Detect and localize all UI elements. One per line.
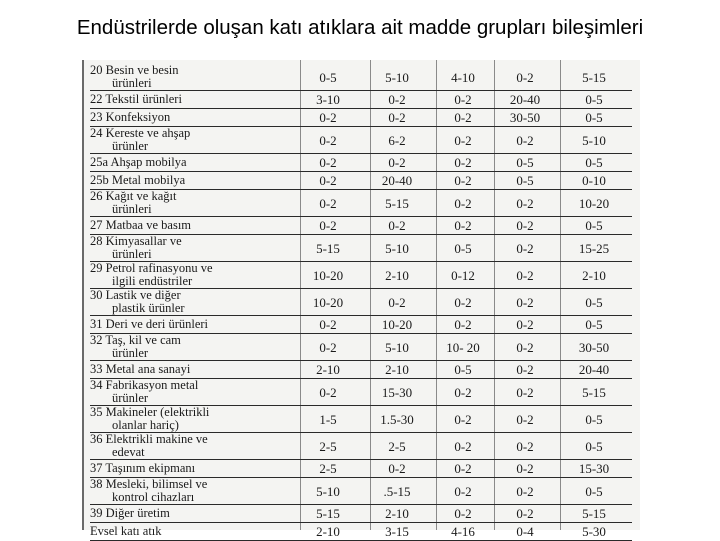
value-cell: 0-5 — [556, 433, 632, 460]
industry-name-cell — [90, 334, 294, 361]
industry-name-cell — [90, 127, 294, 154]
industry-name-continued: ürünleri — [112, 247, 152, 261]
value-cell: 0-2 — [494, 334, 556, 361]
industry-name-continued: ürünler — [112, 346, 149, 360]
value-cell: 5-10 — [362, 235, 432, 262]
value-cell: 0-5 — [556, 478, 632, 505]
value-cell: 0-2 — [432, 316, 494, 334]
table-row — [90, 379, 632, 406]
value-cell: 0-2 — [432, 433, 494, 460]
table-row — [90, 334, 632, 361]
industry-name-continued: ürünleri — [112, 76, 152, 90]
value-cell: 2-10 — [556, 262, 632, 289]
industry-name-continued: edevat — [112, 445, 145, 459]
value-cell: 0-2 — [494, 127, 556, 154]
value-cell: 2-5 — [294, 460, 362, 478]
table-row — [90, 262, 632, 289]
industry-name-cell — [90, 289, 294, 316]
value-cell: 15-30 — [362, 379, 432, 406]
industry-name: 33 Metal ana sanayi — [90, 362, 191, 376]
value-cell: 20-40 — [494, 91, 556, 109]
value-cell: 0-2 — [494, 316, 556, 334]
value-cell: 0-2 — [294, 190, 362, 217]
industry-name: 23 Konfeksiyon — [90, 110, 171, 124]
table-row — [90, 316, 632, 334]
industry-name: 20 Besin ve besin — [90, 63, 179, 77]
value-cell: 15-25 — [556, 235, 632, 262]
value-cell: 0-2 — [494, 289, 556, 316]
value-cell: 0-5 — [294, 64, 362, 91]
industry-name-cell — [90, 91, 294, 109]
value-cell: 2-5 — [294, 433, 362, 460]
industry-name-cell — [90, 172, 294, 190]
industry-name-cell — [90, 379, 294, 406]
value-cell: 0-2 — [362, 91, 432, 109]
value-cell: 3-15 — [362, 523, 432, 541]
value-cell: 0-5 — [494, 154, 556, 172]
value-cell: 2-10 — [362, 361, 432, 379]
value-cell: 5-30 — [556, 523, 632, 541]
industry-name: Evsel katı atık — [90, 524, 162, 538]
value-cell: 0-2 — [362, 460, 432, 478]
value-cell: 10- 20 — [432, 334, 494, 361]
value-cell: 0-2 — [494, 406, 556, 433]
value-cell: 0-5 — [556, 91, 632, 109]
value-cell: 0-12 — [432, 262, 494, 289]
industry-name-cell — [90, 154, 294, 172]
value-cell: 0-2 — [362, 154, 432, 172]
industry-name: 34 Fabrikasyon metal — [90, 378, 199, 392]
value-cell: 2-10 — [362, 262, 432, 289]
table-row — [90, 91, 632, 109]
table-row — [90, 523, 632, 541]
value-cell: 10-20 — [294, 289, 362, 316]
value-cell: 0-5 — [432, 361, 494, 379]
value-cell: 2-10 — [362, 505, 432, 523]
industry-name-continued: ürünleri — [112, 202, 152, 216]
industry-name-cell — [90, 316, 294, 334]
value-cell: 0-2 — [294, 127, 362, 154]
value-cell: 0-2 — [432, 217, 494, 235]
value-cell: 5-15 — [294, 235, 362, 262]
table-row — [90, 505, 632, 523]
value-cell: 0-5 — [556, 406, 632, 433]
value-cell: 0-2 — [294, 154, 362, 172]
industry-name: 30 Lastik ve diğer — [90, 288, 181, 302]
value-cell: 5-10 — [362, 64, 432, 91]
industry-name-continued: kontrol cihazları — [112, 490, 195, 504]
value-cell: 30-50 — [556, 334, 632, 361]
scanned-table-image — [82, 60, 640, 539]
value-cell: 0-4 — [494, 523, 556, 541]
industry-name: 26 Kağıt ve kağıt — [90, 189, 177, 203]
value-cell: 5-10 — [294, 478, 362, 505]
table-row — [90, 406, 632, 433]
value-cell: 0-2 — [494, 262, 556, 289]
industry-name-cell — [90, 460, 294, 478]
table-row — [90, 172, 632, 190]
industry-name: 27 Matbaa ve basım — [90, 218, 192, 232]
value-cell: 5-15 — [362, 190, 432, 217]
value-cell: 0-2 — [294, 316, 362, 334]
value-cell: 0-2 — [362, 217, 432, 235]
industry-name-continued: ürünler — [112, 139, 149, 153]
industry-name: 29 Petrol rafinasyonu ve — [90, 261, 213, 275]
value-cell: 0-2 — [494, 460, 556, 478]
value-cell: 0-2 — [362, 289, 432, 316]
industry-name-continued: plastik ürünler — [112, 301, 185, 315]
value-cell: 0-2 — [432, 109, 494, 127]
value-cell: 0-2 — [294, 172, 362, 190]
value-cell: 2-10 — [294, 523, 362, 541]
value-cell: 5-15 — [556, 505, 632, 523]
industry-name: 37 Taşınım ekipmanı — [90, 461, 196, 475]
industry-name-cell — [90, 433, 294, 460]
value-cell: 5-15 — [294, 505, 362, 523]
value-cell: 10-20 — [362, 316, 432, 334]
value-cell: 0-2 — [432, 127, 494, 154]
value-cell: 0-2 — [494, 190, 556, 217]
table-row — [90, 190, 632, 217]
industry-name: 38 Mesleki, bilimsel ve — [90, 477, 208, 491]
value-cell: 1-5 — [294, 406, 362, 433]
industry-name-cell — [90, 523, 294, 541]
industry-name: 31 Deri ve deri ürünleri — [90, 317, 209, 331]
value-cell: 0-2 — [494, 235, 556, 262]
value-cell: 0-2 — [494, 478, 556, 505]
table-row — [90, 361, 632, 379]
industry-name-cell — [90, 262, 294, 289]
value-cell: 0-5 — [556, 217, 632, 235]
value-cell: 0-2 — [432, 478, 494, 505]
table-row — [90, 478, 632, 505]
value-cell: 5-10 — [362, 334, 432, 361]
value-cell: 0-2 — [494, 217, 556, 235]
value-cell: 3-10 — [294, 91, 362, 109]
table-row — [90, 235, 632, 262]
value-cell: 0-2 — [294, 334, 362, 361]
value-cell: 4-16 — [432, 523, 494, 541]
value-cell: 0-5 — [556, 289, 632, 316]
industry-name: 24 Kereste ve ahşap — [90, 126, 191, 140]
value-cell: 0-2 — [494, 64, 556, 91]
value-cell: 15-30 — [556, 460, 632, 478]
value-cell: 0-5 — [494, 172, 556, 190]
value-cell: 0-2 — [432, 289, 494, 316]
industry-name: 36 Elektrikli makine ve — [90, 432, 208, 446]
value-cell: 0-2 — [294, 109, 362, 127]
value-cell: 0-2 — [294, 379, 362, 406]
value-cell: 5-10 — [556, 127, 632, 154]
value-cell: 6-2 — [362, 127, 432, 154]
industry-name-cell — [90, 109, 294, 127]
value-cell: 5-15 — [556, 64, 632, 91]
industry-name-cell — [90, 64, 294, 91]
value-cell: 0-2 — [432, 505, 494, 523]
value-cell: 0-2 — [494, 433, 556, 460]
page-title: Endüstrilerde oluşan katı atıklara ait madde grupları bileşimleri — [76, 16, 644, 39]
table-row — [90, 460, 632, 478]
value-cell: 0-5 — [556, 154, 632, 172]
value-cell: 0-2 — [494, 505, 556, 523]
table-row — [90, 127, 632, 154]
value-cell: 0-2 — [432, 190, 494, 217]
value-cell: 10-20 — [556, 190, 632, 217]
industry-name-continued: olanlar hariç) — [112, 418, 179, 432]
value-cell: 2-5 — [362, 433, 432, 460]
value-cell: 0-2 — [494, 361, 556, 379]
industry-name-cell — [90, 478, 294, 505]
value-cell: 0-2 — [362, 109, 432, 127]
table-row — [90, 109, 632, 127]
value-cell: 0-2 — [432, 406, 494, 433]
value-cell: 5-15 — [556, 379, 632, 406]
industry-name: 25a Ahşap mobilya — [90, 155, 187, 169]
value-cell: 20-40 — [362, 172, 432, 190]
value-cell: 0-2 — [432, 460, 494, 478]
industry-name: 35 Makineler (elektrikli — [90, 405, 210, 419]
industry-name: 25b Metal mobilya — [90, 173, 186, 187]
table-row — [90, 154, 632, 172]
table-row — [90, 289, 632, 316]
industry-name-cell — [90, 190, 294, 217]
industry-name-cell — [90, 406, 294, 433]
value-cell: 0-2 — [432, 379, 494, 406]
industry-name-continued: ilgili endüstriler — [112, 274, 193, 288]
value-cell: 0-5 — [432, 235, 494, 262]
value-cell: .5-15 — [362, 478, 432, 505]
value-cell: 0-2 — [294, 217, 362, 235]
value-cell: 0-5 — [556, 109, 632, 127]
value-cell: 0-2 — [432, 91, 494, 109]
value-cell: 0-2 — [432, 154, 494, 172]
value-cell: 0-2 — [494, 379, 556, 406]
industry-name-cell — [90, 235, 294, 262]
value-cell: 30-50 — [494, 109, 556, 127]
value-cell: 20-40 — [556, 361, 632, 379]
table-row — [90, 64, 632, 91]
industry-name-cell — [90, 217, 294, 235]
industry-name-cell — [90, 361, 294, 379]
value-cell: 1.5-30 — [362, 406, 432, 433]
value-cell: 2-10 — [294, 361, 362, 379]
industry-name-cell — [90, 505, 294, 523]
table-row — [90, 217, 632, 235]
value-cell: 4-10 — [432, 64, 494, 91]
industry-name: 32 Taş, kil ve cam — [90, 333, 181, 347]
value-cell: 10-20 — [294, 262, 362, 289]
industry-name: 28 Kimyasallar ve — [90, 234, 182, 248]
table-row — [90, 433, 632, 460]
industry-name: 22 Tekstil ürünleri — [90, 92, 182, 106]
industry-name-continued: ürünler — [112, 391, 149, 405]
value-cell: 0-5 — [556, 316, 632, 334]
value-cell: 0-10 — [556, 172, 632, 190]
industry-name: 39 Diğer üretim — [90, 506, 170, 520]
composition-table — [90, 64, 632, 541]
value-cell: 0-2 — [432, 172, 494, 190]
